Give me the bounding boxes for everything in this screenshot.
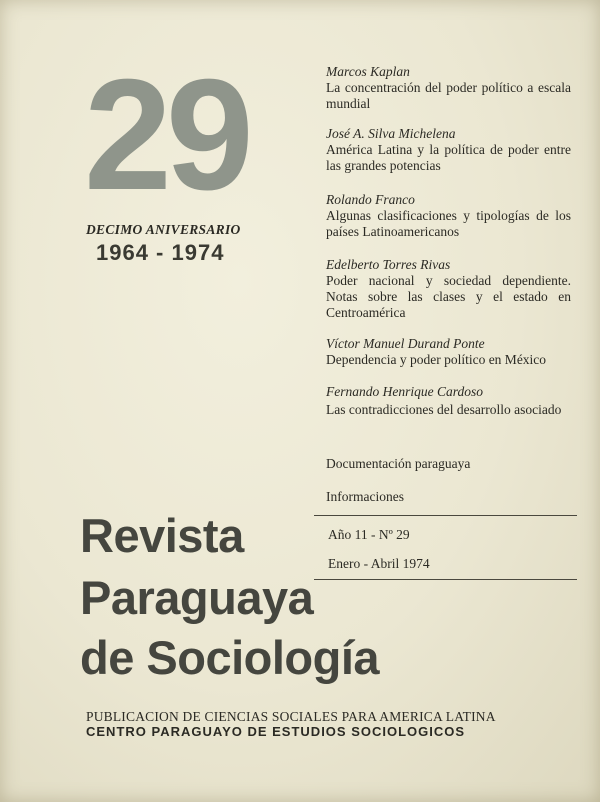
anniversary-title: DECIMO ANIVERSARIO [86,222,241,237]
toc-author: Fernando Henrique Cardoso [326,384,483,399]
toc-author: Edelberto Torres Rivas [326,257,451,272]
anniversary-years: 1964 - 1974 [96,240,225,265]
toc-section: Documentación paraguaya [326,456,471,471]
divider-top [314,515,577,516]
toc-author: Rolando Franco [326,192,415,207]
toc-title: Algunas clasificaciones y tipologías de los países Latinoamericanos [326,208,571,239]
toc-entry [326,126,571,174]
toc-title: Las contradicciones del desarrollo asociado [326,402,562,417]
divider-bottom [314,579,577,580]
toc-entry [326,336,571,368]
publisher-name: CENTRO PARAGUAYO DE ESTUDIOS SOCIOLOGICOS [86,724,466,739]
toc-author: Marcos Kaplan [326,64,410,79]
magazine-title-line-2: Paraguaya [80,571,314,624]
toc-title: Poder nacional y sociedad dependiente. Notas sobre las clases y el estado en Centroamérica [326,273,571,320]
issue-volume: Año 11 - Nº 29 [328,527,410,542]
toc-author: José A. Silva Michelena [326,126,456,141]
magazine-title-line-3: de Sociología [80,631,380,684]
toc-author: Víctor Manuel Durand Ponte [326,336,485,351]
toc-entry [326,192,571,240]
magazine-title-line-1: Revista [80,509,244,562]
issue-number: 29 [84,47,248,223]
toc-section: Informaciones [326,489,404,504]
toc-entry [326,257,571,321]
toc-entry [326,384,571,419]
toc-title: América Latina y la política de poder entre las grandes potencias [326,142,571,173]
publisher-tagline: PUBLICACION DE CIENCIAS SOCIALES PARA AMERICA LATINA [86,709,496,724]
toc-title: Dependencia y poder político en México [326,352,547,367]
toc-entry [326,64,571,112]
toc-title: La concentración del poder político a escala mundial [326,80,571,111]
issue-period: Enero - Abril 1974 [328,556,430,571]
